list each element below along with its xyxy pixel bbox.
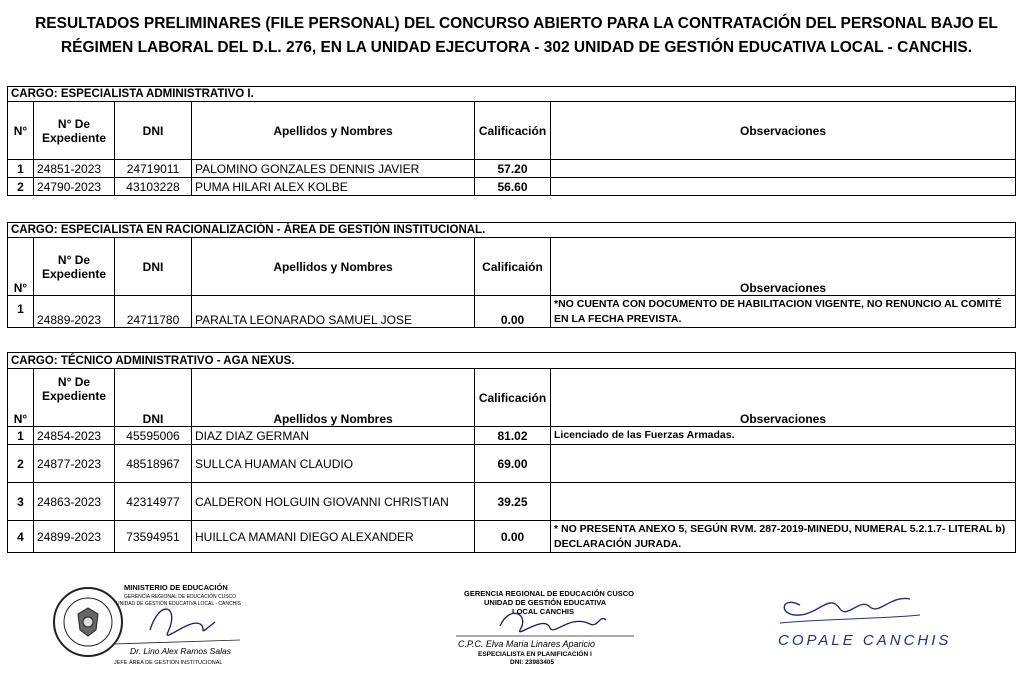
header-name: Apellidos y Nombres — [192, 102, 475, 160]
row-dni: 48518967 — [115, 445, 192, 483]
row-expediente: 24851-2023 — [34, 160, 115, 178]
row-dni: 45595006 — [115, 427, 192, 445]
table-row — [8, 445, 1016, 483]
signer-role: ESPECIALISTA EN PLANIFICACIÓN I — [478, 651, 592, 658]
stamp-line-2: GERENCIA REGIONAL DE EDUCACIÓN CUSCO — [124, 594, 237, 600]
table-row — [8, 160, 1016, 178]
row-num: 3 — [8, 483, 34, 521]
header-name: Apellidos y Nombres — [192, 369, 475, 427]
header-num: N° — [8, 369, 34, 427]
row-num: 1 — [8, 296, 34, 328]
header-observaciones: Observaciones — [551, 102, 1016, 160]
row-expediente: 24877-2023 — [34, 445, 115, 483]
row-name: CALDERON HOLGUIN GIOVANNI CHRISTIAN — [192, 483, 475, 521]
results-table-tecnico-administrativo — [7, 352, 1016, 553]
row-score: 57.20 — [475, 160, 551, 178]
row-name: PARALTA LEONARADO SAMUEL JOSE — [192, 296, 475, 328]
row-observaciones — [551, 483, 1016, 521]
stamp-line-3: UNIDAD DE GESTIÓN EDUCATIVA LOCAL - CANCHIS — [116, 601, 241, 607]
header-dni: DNI — [115, 369, 192, 427]
row-num: 2 — [8, 178, 34, 196]
cargo-title: CARGO: ESPECIALISTA ADMINISTRATIVO I. — [8, 87, 1016, 102]
signer-name: Dr. Lino Alex Ramos Salas — [130, 646, 231, 656]
row-expediente: 24790-2023 — [34, 178, 115, 196]
header-dni: DNI — [115, 238, 192, 296]
row-observaciones: *NO CUENTA CON DOCUMENTO DE HABILITACION VIGENTE, NO RENUNCIO AL COMITÉ EN LA FECHA PREVISTA. — [551, 296, 1016, 328]
row-score: 0.00 — [475, 296, 551, 328]
row-observaciones — [551, 178, 1016, 196]
page-title — [0, 12, 1033, 60]
row-expediente: 24854-2023 — [34, 427, 115, 445]
header-score: Calificaión — [475, 238, 551, 296]
table-row — [8, 483, 1016, 521]
signature-right — [760, 575, 1000, 655]
handwritten-note: COPALE CANCHIS — [778, 632, 952, 649]
header-observaciones: Observaciones — [551, 369, 1016, 427]
row-num: 1 — [8, 427, 34, 445]
stamp-line-3: LOCAL CANCHIS — [512, 607, 574, 616]
stamp-line-2: UNIDAD DE GESTIÓN EDUCATIVA — [484, 598, 607, 607]
table-header-row — [8, 102, 1016, 160]
row-observaciones: Licenciado de las Fuerzas Armadas. — [551, 427, 1016, 445]
stamp-line-1: MINISTERIO DE EDUCACIÓN — [124, 583, 228, 592]
signer-name: C.P.C. Elva Maria Linares Aparicio — [458, 639, 596, 649]
header-score: Calificación — [475, 369, 551, 427]
row-dni: 73594951 — [115, 521, 192, 553]
row-dni: 42314977 — [115, 483, 192, 521]
official-seal-icon — [54, 588, 122, 656]
table-row — [8, 427, 1016, 445]
row-dni: 24719011 — [115, 160, 192, 178]
cargo-title: CARGO: TÉCNICO ADMINISTRATIVO - AGA NEXUS. — [8, 353, 1016, 369]
header-name: Apellidos y Nombres — [192, 238, 475, 296]
table-row — [8, 296, 1016, 328]
signer-dni: DNI: 23983405 — [510, 659, 555, 666]
header-expediente: N° De Expediente — [34, 369, 115, 427]
results-table-especialista-administrativo — [7, 86, 1016, 196]
header-num: N° — [8, 238, 34, 296]
header-dni: DNI — [115, 102, 192, 160]
row-score: 56.60 — [475, 178, 551, 196]
handwritten-signature-icon — [150, 609, 215, 635]
header-expediente: N° De Expediente — [34, 102, 115, 160]
table-header-row — [8, 238, 1016, 296]
row-num: 4 — [8, 521, 34, 553]
row-name: HUILLCA MAMANI DIEGO ALEXANDER — [192, 521, 475, 553]
header-num: N° — [8, 102, 34, 160]
row-expediente: 24863-2023 — [34, 483, 115, 521]
row-expediente: 24889-2023 — [34, 296, 115, 328]
handwritten-signature-icon — [784, 598, 910, 615]
signature-left — [50, 578, 250, 670]
results-table-especialista-racionalizacion — [7, 222, 1016, 328]
row-score: 0.00 — [475, 521, 551, 553]
header-score: Calificación — [475, 102, 551, 160]
header-observaciones: Observaciones — [551, 238, 1016, 296]
row-observaciones: * NO PRESENTA ANEXO 5, SEGÚN RVM. 287-2019-MINEDU, NUMERAL 5.2.1.7- LITERAL b) DECLARACIÓN JURADA. — [551, 521, 1016, 553]
table-row — [8, 521, 1016, 553]
handwritten-signature-icon — [500, 613, 606, 631]
row-name: PUMA HILARI ALEX KOLBE — [192, 178, 475, 196]
row-name: SULLCA HUAMAN CLAUDIO — [192, 445, 475, 483]
row-num: 2 — [8, 445, 34, 483]
row-observaciones — [551, 445, 1016, 483]
row-name: DIAZ DIAZ GERMAN — [192, 427, 475, 445]
signature-center — [450, 584, 640, 670]
cargo-title: CARGO: ESPECIALISTA EN RACIONALIZACIÓN - ÁREA DE GESTIÓN INSTITUCIONAL. — [8, 223, 1016, 238]
row-num: 1 — [8, 160, 34, 178]
signer-role: JEFE ÁREA DE GESTIÓN INSTITUCIONAL — [114, 660, 223, 666]
row-expediente: 24899-2023 — [34, 521, 115, 553]
row-dni: 24711780 — [115, 296, 192, 328]
row-score: 39.25 — [475, 483, 551, 521]
row-dni: 43103228 — [115, 178, 192, 196]
title-line-2: RÉGIMEN LABORAL DEL D.L. 276, EN LA UNIDAD EJECUTORA - 302 UNIDAD DE GESTIÓN EDUCATIVA LOCAL - CANCHIS. — [60, 39, 973, 56]
stamp-line-1: GERENCIA REGIONAL DE EDUCACIÓN CUSCO — [464, 589, 635, 598]
title-line-1: RESULTADOS PRELIMINARES (FILE PERSONAL) DEL CONCURSO ABIERTO PARA LA CONTRATACIÓN DEL PERSONAL BAJO EL — [35, 15, 998, 32]
row-score: 81.02 — [475, 427, 551, 445]
row-observaciones — [551, 160, 1016, 178]
table-header-row — [8, 369, 1016, 427]
row-score: 69.00 — [475, 445, 551, 483]
table-row — [8, 178, 1016, 196]
row-name: PALOMINO GONZALES DENNIS JAVIER — [192, 160, 475, 178]
header-expediente: N° De Expediente — [34, 238, 115, 296]
